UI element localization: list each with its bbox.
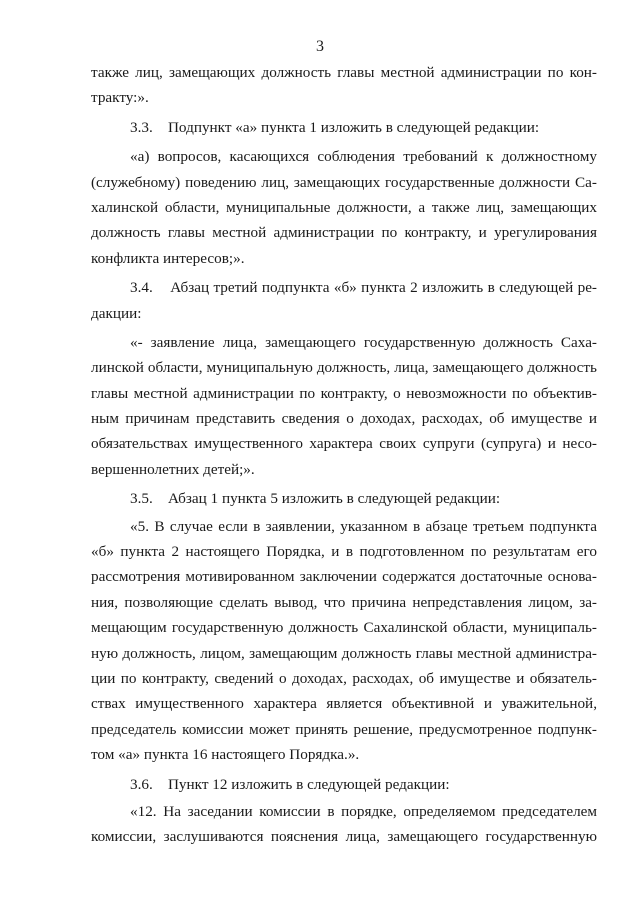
text-line: должность главы местной администрации по контракту, и урегулирования <box>91 224 597 242</box>
text-line: (служебному) поведению лиц, замещающих государственные должности Са- <box>91 173 597 191</box>
text-line: рассмотрения мотивированном заключении содержатся достаточные основа- <box>91 568 597 586</box>
clause-heading-3-3: 3.3. Подпункт «а» пункта 1 изложить в следующей редакции: <box>130 118 540 136</box>
text-line: также лиц, замещающих должность главы местной администрации по кон- <box>91 64 597 81</box>
text-line: «- заявление лица, замещающего государственную должность Саха- <box>130 333 597 351</box>
text-line: «б» пункта 2 настоящего Порядка, и в подготовленном по результатам его <box>91 543 597 561</box>
text-line: ния, позволяющие сделать вывод, что причина непредставления лицом, за- <box>91 593 597 611</box>
text-line: тракту:». <box>91 89 149 107</box>
text-line: халинской области, муниципальные должности, а также лиц, замещающих <box>91 198 597 216</box>
text-line: ную должность, лицом, замещающим должность главы местной администра- <box>91 644 597 662</box>
text-line: председатель комиссии может принять решение, предусмотренное подпунк- <box>91 720 597 738</box>
clause-heading-3-5: 3.5. Абзац 1 пункта 5 изложить в следующей редакции: <box>130 490 501 508</box>
text-line: ствах имущественного характера является объективной и уважительной, <box>91 695 597 713</box>
clause-heading-3-6: 3.6. Пункт 12 изложить в следующей редакции: <box>130 775 450 793</box>
text-line: комиссии, заслушиваются пояснения лица, замещающего государственную <box>91 828 597 846</box>
text-line: «а) вопросов, касающихся соблюдения требований к должностному <box>130 148 597 166</box>
text-line: ции по контракту, сведений о доходах, расходах, об имуществе и обязатель- <box>91 669 597 687</box>
text-line: конфликта интересов;». <box>91 249 245 267</box>
text-line: дакции: <box>91 304 142 322</box>
page-number: 3 <box>316 38 324 55</box>
clause-heading-3-4: 3.4. Абзац третий подпункта «б» пункта 2 изложить в следующей ре- <box>130 279 597 297</box>
text-line: «12. На заседании комиссии в порядке, определяемом председателем <box>130 802 597 820</box>
text-line: вершеннолетних детей;». <box>91 460 255 478</box>
text-line: главы местной администрации по контракту, о невозможности по объектив- <box>91 384 597 402</box>
text-line: обязательствах имущественного характера своих супруги (супруга) и несо- <box>91 435 597 453</box>
text-line: линской области, муниципальную должность, лица, замещающего должность <box>91 359 597 377</box>
text-line: ным причинам представить сведения о доходах, расходах, об имуществе и <box>91 410 597 428</box>
text-line: «5. В случае если в заявлении, указанном в абзаце третьем подпункта <box>130 517 597 535</box>
text-line: том «а» пункта 16 настоящего Порядка.». <box>91 746 360 764</box>
text-line: мещающим государственную должность Сахалинской области, муниципаль- <box>91 619 597 637</box>
document-body <box>91 60 597 850</box>
